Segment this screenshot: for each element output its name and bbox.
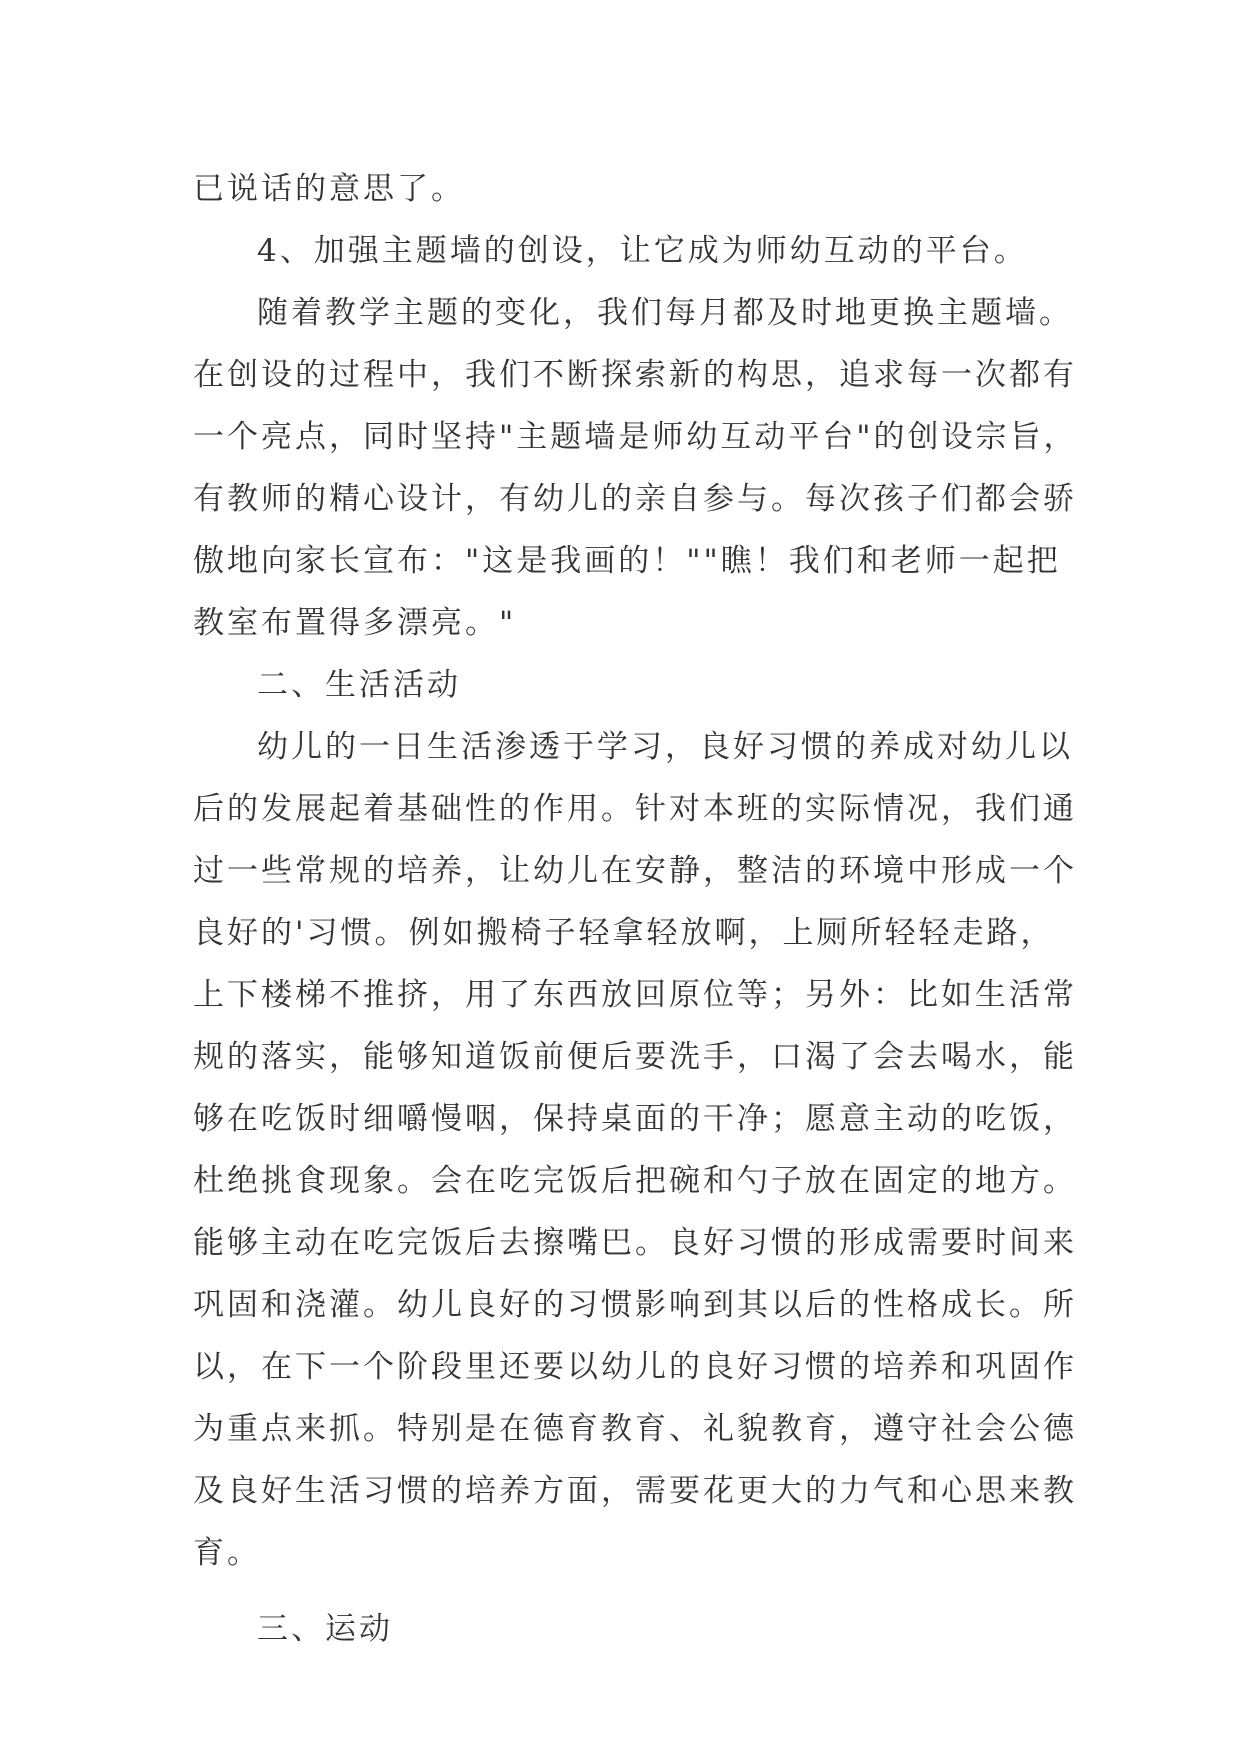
paragraph-line: 有教师的精心设计，有幼儿的亲自参与。每次孩子们都会骄 — [193, 481, 1077, 517]
document-body — [193, 158, 1078, 1660]
section-heading: 三、运动 — [257, 1611, 393, 1647]
paragraph-line: 巩固和浇灌。幼儿良好的习惯影响到其以后的性格成长。所 — [193, 1287, 1077, 1323]
paragraph-line: 后的发展起着基础性的作用。针对本班的实际情况，我们通 — [193, 791, 1077, 827]
paragraph-line: 已说话的意思了。 — [193, 171, 465, 207]
paragraph-line: 幼儿的一日生活渗透于学习，良好习惯的养成对幼儿以 — [257, 729, 1073, 765]
paragraph-line: 及良好生活习惯的培养方面，需要花更大的力气和心思来教 — [193, 1473, 1077, 1509]
paragraph-line: 傲地向家长宣布："这是我画的！""瞧！我们和老师一起把 — [193, 543, 1061, 579]
paragraph-line: 规的落实，能够知道饭前便后要洗手，口渴了会去喝水，能 — [193, 1039, 1077, 1075]
paragraph-line: 育。 — [193, 1535, 261, 1571]
paragraph-line: 杜绝挑食现象。会在吃完饭后把碗和勺子放在固定的地方。 — [193, 1163, 1077, 1199]
paragraph-line: 在创设的过程中，我们不断探索新的构思，追求每一次都有 — [193, 357, 1077, 393]
paragraph-line: 为重点来抓。特别是在德育教育、礼貌教育，遵守社会公德 — [193, 1411, 1077, 1447]
section-heading: 二、生活活动 — [257, 667, 461, 703]
paragraph-line: 够在吃饭时细嚼慢咽，保持桌面的干净；愿意主动的吃饭， — [193, 1101, 1077, 1137]
paragraph-line: 一个亮点，同时坚持"主题墙是师幼互动平台"的创设宗旨， — [193, 419, 1078, 455]
paragraph-line: 教室布置得多漂亮。" — [193, 605, 517, 641]
paragraph-line: 能够主动在吃完饭后去擦嘴巴。良好习惯的形成需要时间来 — [193, 1225, 1077, 1261]
paragraph-line: 上下楼梯不推挤，用了东西放回原位等；另外：比如生活常 — [193, 977, 1077, 1013]
paragraph-line: 过一些常规的培养，让幼儿在安静，整洁的环境中形成一个 — [193, 853, 1077, 889]
paragraph-line: 良好的'习惯。例如搬椅子轻拿轻放啊，上厕所轻轻走路， — [193, 915, 1055, 951]
numbered-heading: 4、加强主题墙的创设，让它成为师幼互动的平台。 — [257, 233, 1028, 269]
paragraph-line: 以，在下一个阶段里还要以幼儿的良好习惯的培养和巩固作 — [193, 1349, 1077, 1385]
paragraph-line: 随着教学主题的变化，我们每月都及时地更换主题墙。 — [257, 295, 1073, 331]
